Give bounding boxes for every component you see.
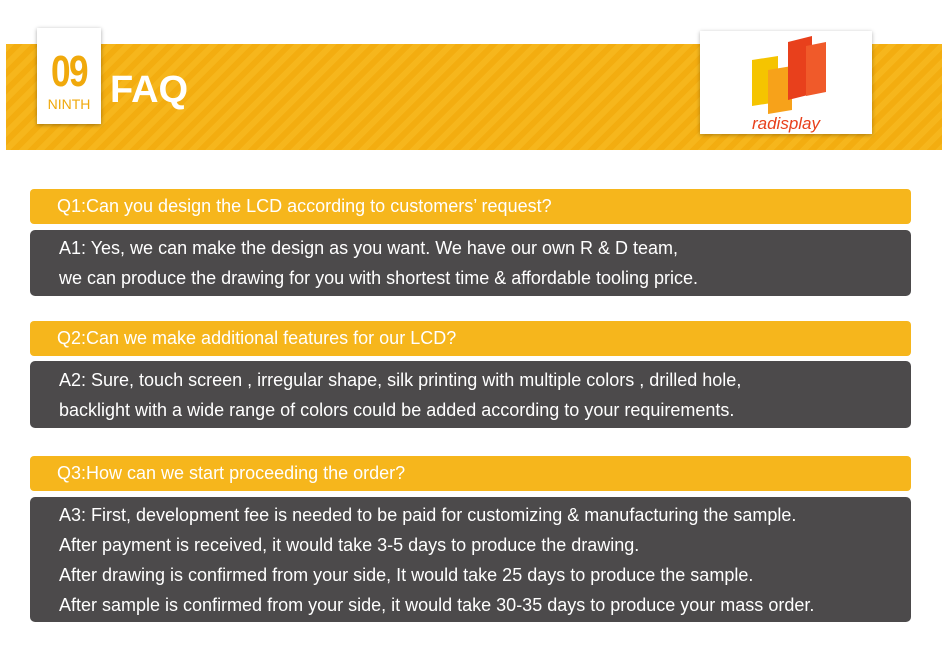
question-3: Q3:How can we start proceeding the order? [30,456,911,491]
answer-1-line-1: A1: Yes, we can make the design as you want. We have our own R & D team, [59,238,679,258]
answer-3-line-3: After drawing is confirmed from your side, It would take 25 days to produce the sample. [59,565,754,585]
answer-3 [30,497,911,622]
answer-2-line-2: backlight with a wide range of colors could be added according to your requirements. [59,400,735,420]
logo-wordmark: radisplay [751,114,821,133]
section-number: 09 [51,47,87,96]
radisplay-logo-icon [750,36,830,114]
question-2: Q2:Can we make additional features for our LCD? [30,321,911,356]
brand-logo [700,31,872,134]
answer-2-line-1: A2: Sure, touch screen , irregular shape, silk printing with multiple colors , drilled hole, [59,370,742,390]
answer-1 [30,230,911,296]
section-number-word: NINTH [47,96,91,112]
answer-1-line-2: we can produce the drawing for you with shortest time & affordable tooling price. [59,268,699,288]
question-1: Q1:Can you design the LCD according to customers’ request? [30,189,911,224]
answer-3-line-2: After payment is received, it would take 3-5 days to produce the drawing. [59,535,640,555]
answer-3-line-4: After sample is confirmed from your side, it would take 30-35 days to produce your mass order. [59,595,815,615]
section-number-badge [37,28,101,124]
answer-3-line-1: A3: First, development fee is needed to be paid for customizing & manufacturing the sample. [59,505,797,525]
answer-2 [30,361,911,428]
page-title: FAQ [110,69,189,111]
